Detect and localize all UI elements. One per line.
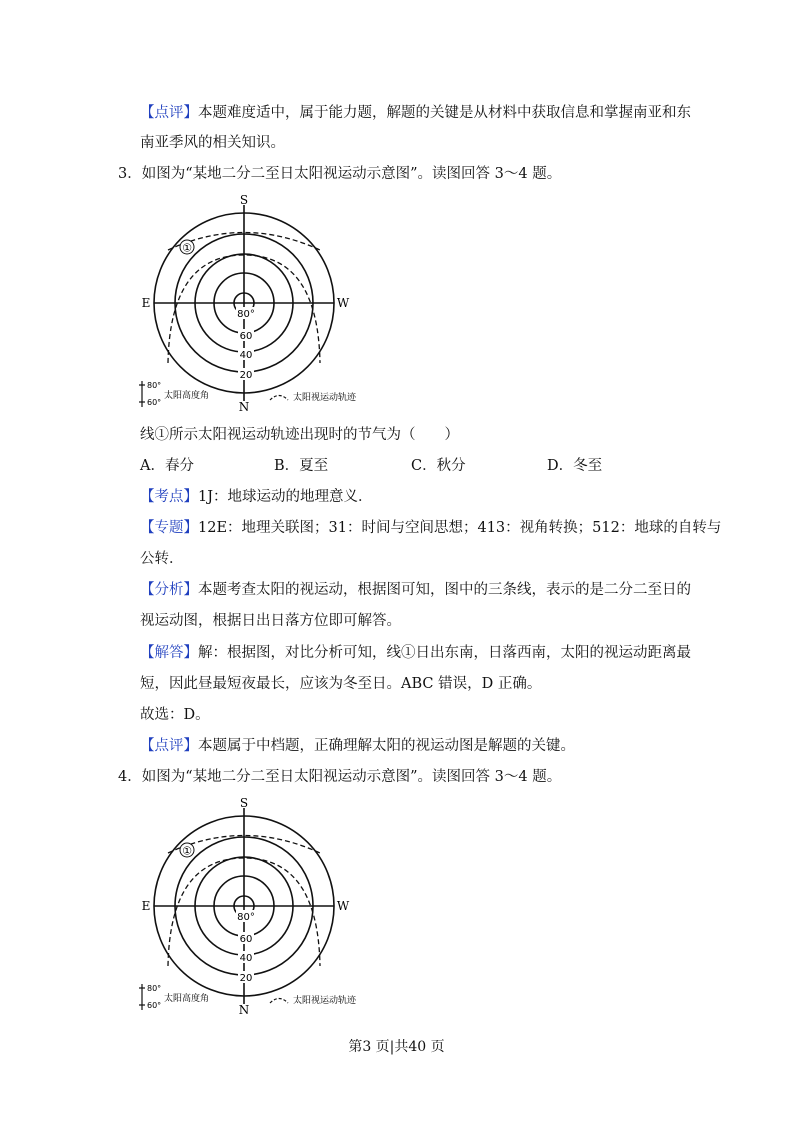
fenxi-tag: 【分析】 (140, 582, 198, 598)
legend-track-label: 太阳视运动轨迹 (293, 393, 357, 403)
west-label: W (336, 899, 350, 913)
east-label: E (141, 296, 151, 310)
jieda-tag: 【解答】 (140, 645, 198, 661)
sun-path-diagram-1 (130, 195, 390, 417)
kaodian-tag: 【考点】 (140, 489, 198, 505)
altitude-20-label: 20 (239, 370, 253, 381)
sun-path-svg-2 (130, 798, 390, 1020)
review-line-1 (140, 103, 691, 123)
option-d: D．冬至 (547, 458, 603, 474)
review-text: 本题难度适中，属于能力题，解题的关键是从材料中获取信息和掌握南亚和东 (198, 105, 691, 121)
track-legend (270, 391, 357, 403)
north-label: N (238, 400, 250, 414)
north-label: N (238, 1003, 250, 1017)
fenxi-line-2: 视运动图，根据日出日落方位即可解答。 (140, 613, 401, 629)
option-a: A．春分 (140, 458, 194, 474)
q3-question: 线①所示太阳视运动轨迹出现时的节气为（ ） (140, 427, 459, 443)
jieda-line-2: 短，因此昼最短夜最长，应该为冬至日。ABC 错误，D 正确。 (140, 676, 542, 692)
zhuanti-text: 12E：地理关联图；31：时间与空间思想；413：视角转换；512：地球的自转与 (198, 520, 722, 536)
zhuanti-line-1 (140, 518, 721, 538)
altitude-60-label: 60 (239, 331, 253, 342)
q3-stem: 3．如图为“某地二分二至日太阳视运动示意图”。读图回答 3～4 题。 (118, 166, 562, 182)
page-footer: 第3 页|共40 页 (348, 1039, 445, 1055)
jieda-text: 解：根据图，对比分析可知，线①日出东南，日落西南，太阳的视运动距离最 (198, 645, 691, 661)
altitude-60-label: 60 (239, 934, 253, 945)
zhuanti-tag: 【专题】 (140, 520, 198, 536)
review-line-2: 南亚季风的相关知识。 (140, 135, 285, 151)
line-1-label: ① (182, 241, 192, 255)
altitude-legend (139, 381, 209, 407)
answer-line: 故选：D。 (140, 707, 210, 723)
jieda-line-1 (140, 643, 691, 663)
legend-altitude-label: 太阳高度角 (164, 994, 210, 1004)
altitude-40-label: 40 (239, 350, 253, 361)
south-label: S (239, 798, 249, 810)
dianping-line (140, 736, 575, 756)
altitude-legend (139, 984, 209, 1010)
altitude-40-label: 40 (239, 953, 253, 964)
review-tag: 【点评】 (140, 105, 198, 121)
fenxi-line-1 (140, 580, 691, 600)
kaodian-line (140, 487, 373, 507)
altitude-80-label: 80° (237, 309, 255, 320)
sun-path-svg (130, 195, 390, 417)
fenxi-text: 本题考查太阳的视运动，根据图可知，图中的三条线，表示的是二分二至日的 (198, 582, 691, 598)
altitude-20-label: 20 (239, 973, 253, 984)
option-c: C．秋分 (411, 458, 466, 474)
legend-80-label: 80° (147, 984, 162, 993)
legend-60-label: 60° (147, 398, 162, 407)
legend-altitude-label: 太阳高度角 (164, 391, 210, 401)
sun-path-diagram-2 (130, 798, 390, 1020)
legend-60-label: 60° (147, 1001, 162, 1010)
kaodian-text: 1J：地球运动的地理意义． (198, 489, 373, 505)
option-b: B．夏至 (274, 458, 329, 474)
line-1-label: ① (182, 844, 192, 858)
east-label: E (141, 899, 151, 913)
altitude-80-label: 80° (237, 912, 255, 923)
west-label: W (336, 296, 350, 310)
dianping-tag: 【点评】 (140, 738, 198, 754)
legend-80-label: 80° (147, 381, 162, 390)
south-label: S (239, 195, 249, 207)
legend-track-label: 太阳视运动轨迹 (293, 996, 357, 1006)
dianping-text: 本题属于中档题，正确理解太阳的视运动图是解题的关键。 (198, 738, 575, 754)
q4-stem: 4．如图为“某地二分二至日太阳视运动示意图”。读图回答 3～4 题。 (118, 769, 562, 785)
track-legend (270, 994, 357, 1006)
zhuanti-line-2: 公转． (140, 551, 184, 567)
